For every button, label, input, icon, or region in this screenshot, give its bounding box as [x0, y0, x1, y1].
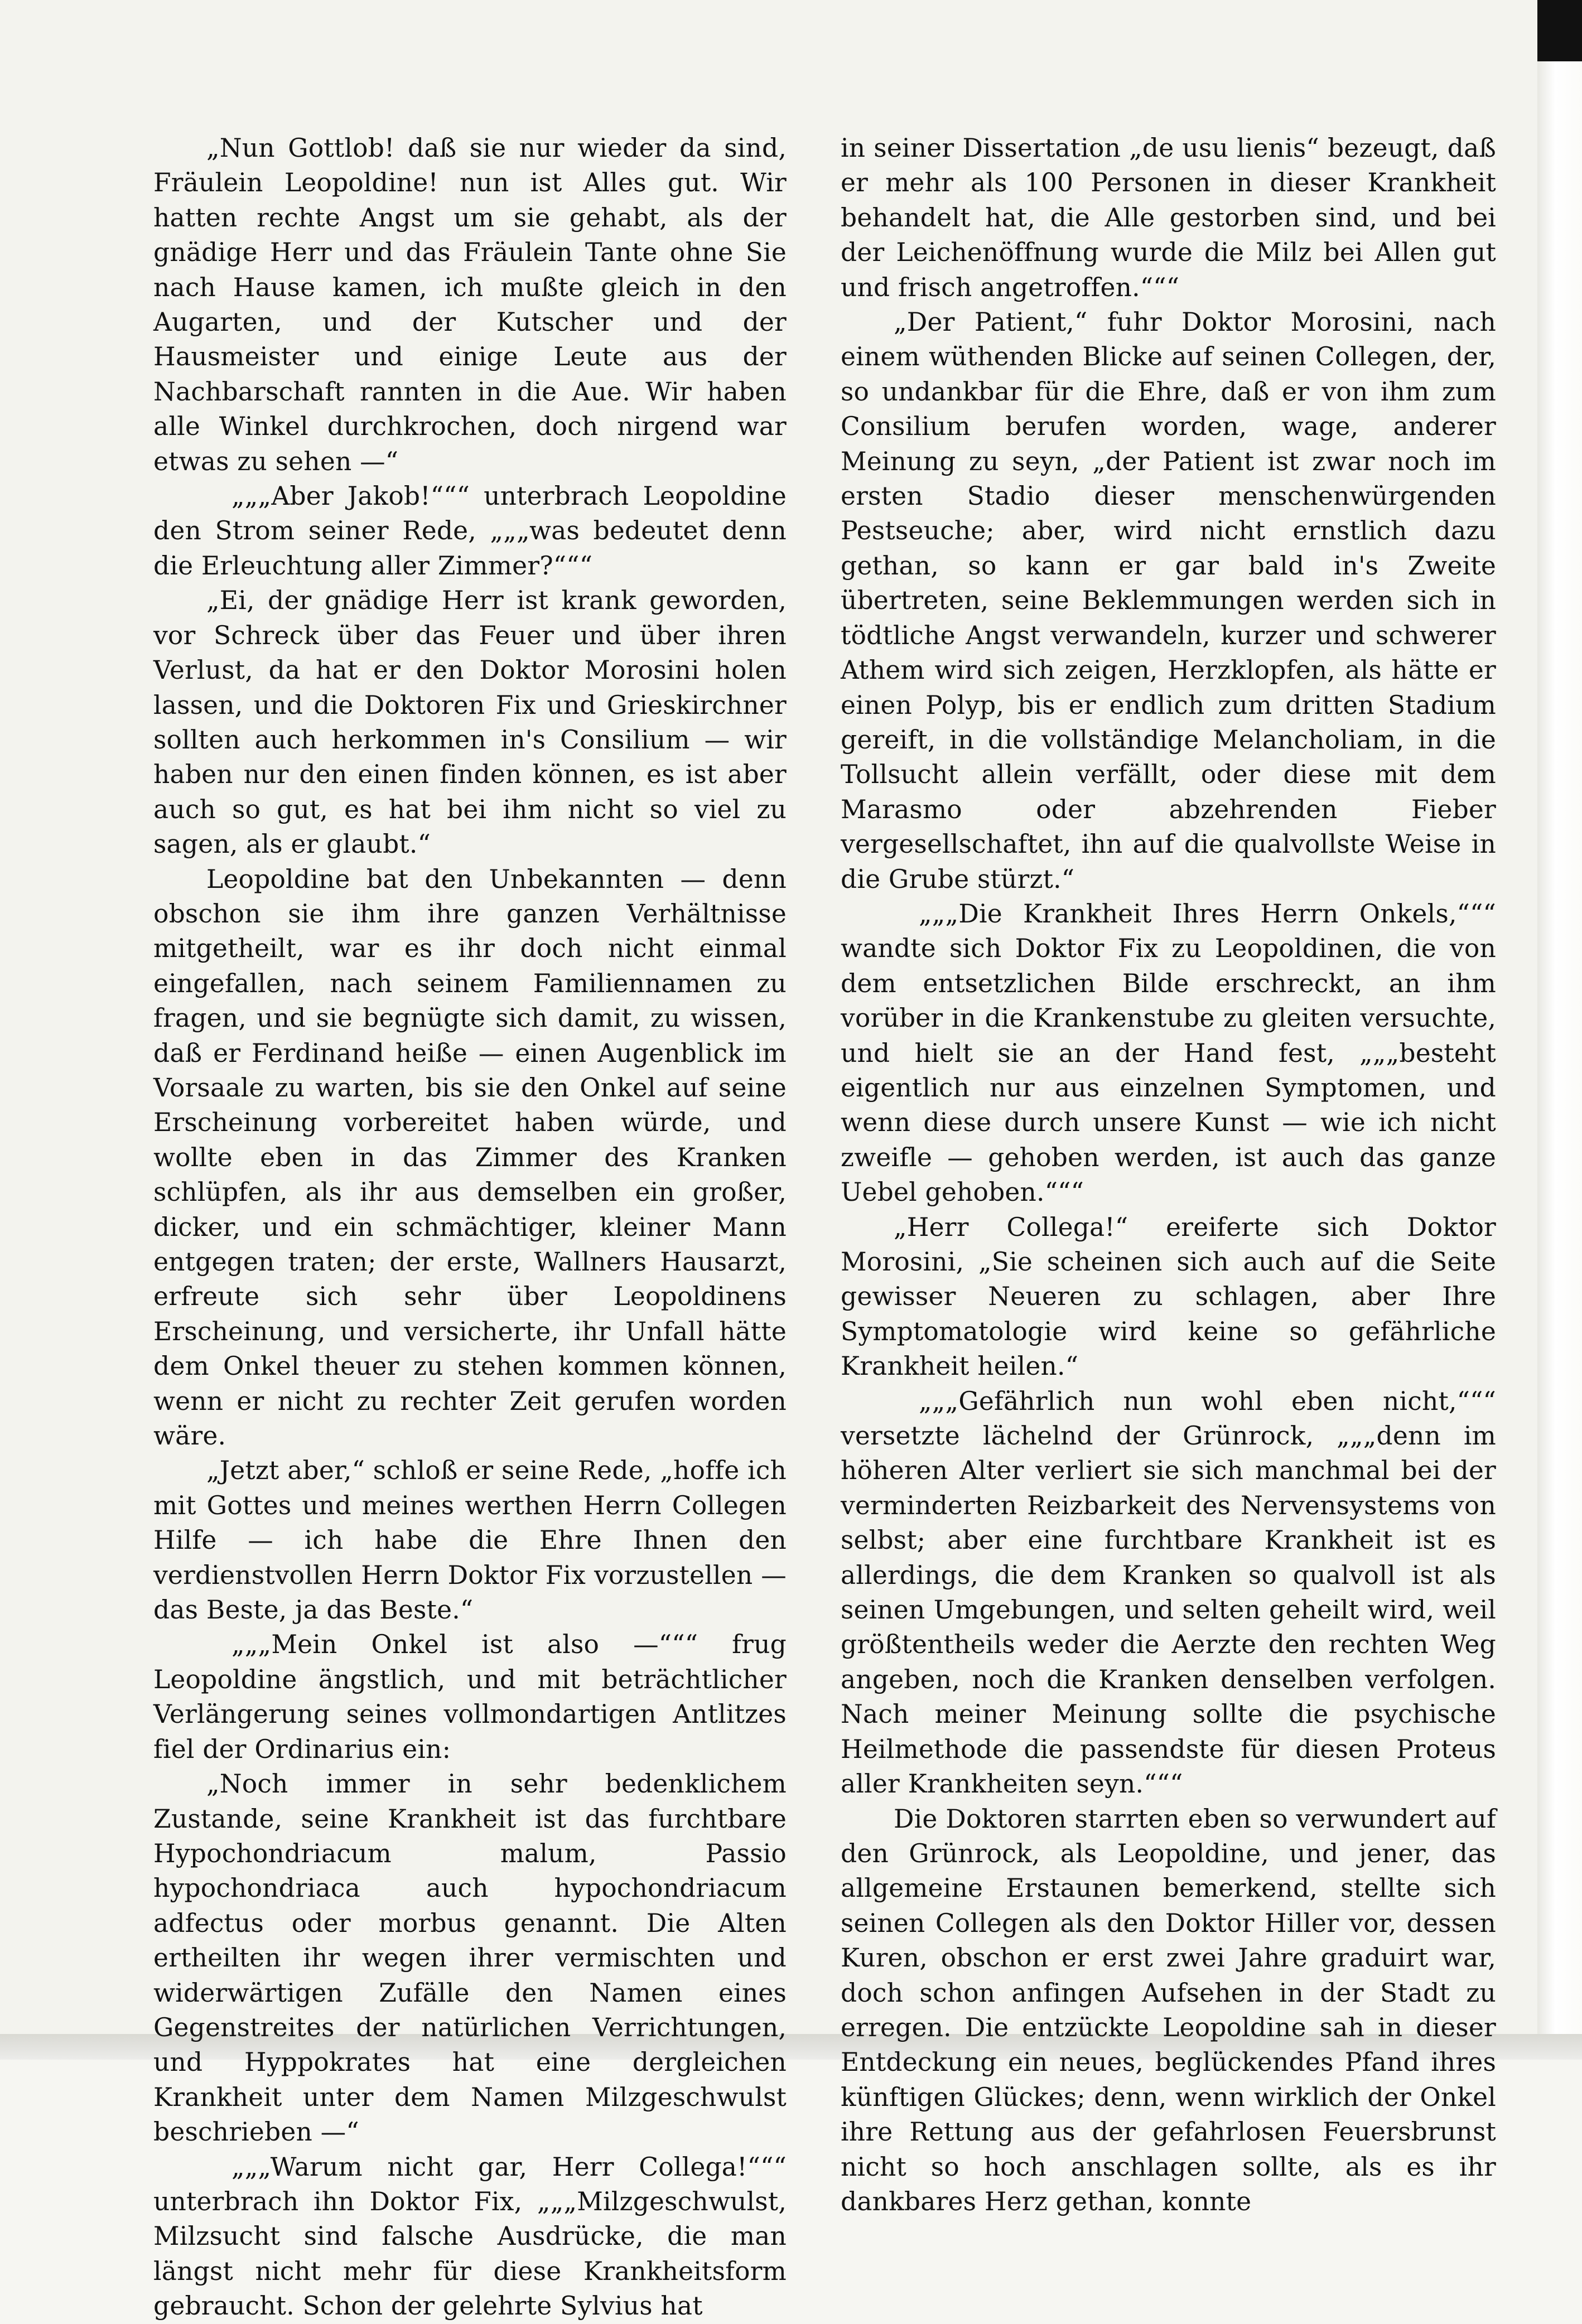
scan-corner-shadow: [1537, 0, 1582, 61]
paragraph: „Noch immer in sehr bedenklichem Zustande, seine Krankheit ist das furchtbare Hypochondriacum malum, Passio hypochondriaca auch hypochondriacum adfectus oder morbus genannt. Die Alten ertheilten ihr wegen ihrer vermischten und widerwärtigen Zufälle den Namen eines Gegenstreites der natürlichen Verrichtungen, und Hyppokrates hat eine dergleichen Krankheit unter dem Namen Milzgeschwulst beschrieben —“: [153, 1769, 787, 2147]
paragraph: „„„Warum nicht gar, Herr Collega!“““ unterbrach ihn Doktor Fix, „„„Milzgeschwulst, Milzsucht sind falsche Ausdrücke, die man längst nicht mehr für diese Krankheitsform gebraucht. Schon der gelehrte Sylvius hat: [153, 2152, 787, 2321]
paragraph: „Jetzt aber,“ schloß er seine Rede, „hoffe ich mit Gottes und meines werthen Herrn Collegen Hilfe — ich habe die Ehre Ihnen den verdienstvollen Herrn Doktor Fix vorzustellen — das Beste, ja das Beste.“: [153, 1456, 787, 1625]
paragraph: „„„Mein Onkel ist also —“““ frug Leopoldine ängstlich, und mit beträchtlicher Verlängerung seines vollmondartigen Antlitzes fiel der Ordinarius ein:: [153, 1630, 787, 1764]
paragraph: „„„Aber Jakob!“““ unterbrach Leopoldine den Strom seiner Rede, „„„was bedeutet denn die Erleuchtung aller Zimmer?“““: [153, 481, 787, 581]
paragraph: „Ei, der gnädige Herr ist krank geworden, vor Schreck über das Feuer und über ihren Verlust, da hat er den Doktor Morosini holen lassen, und die Doktoren Fix und Grieskirchner sollten auch herkommen in's Consilium — wir haben nur den einen finden können, es ist aber auch so gut, es hat bei ihm nicht so viel zu sagen, als er glaubt.“: [153, 586, 787, 859]
paragraph: Leopoldine bat den Unbekannten — denn obschon sie ihm ihre ganzen Verhältnisse mitgetheilt, war es ihr doch nicht einmal eingefallen, nach seinem Familiennamen zu fragen, und sie begnügte sich damit, zu wissen, daß er Ferdinand heiße — einen Augenblick im Vorsaale zu warten, bis sie den Onkel auf seine Erscheinung vorbereitet haben würde, und wollte eben in das Zimmer des Kranken schlüpfen, als ihr aus demselben ein großer, dicker, und ein schmächtiger, kleiner Mann entgegen traten; der erste, Wallners Hausarzt, erfreute sich sehr über Leopoldinens Erscheinung, und versicherte, ihr Unfall hätte dem Onkel theuer zu stehen kommen können, wenn er nicht zu rechter Zeit gerufen worden wäre.: [153, 864, 787, 1451]
page-edge-right: [1537, 0, 1582, 2060]
paragraph: „„„Die Krankheit Ihres Herrn Onkels,“““ wandte sich Doktor Fix zu Leopoldinen, die von dem entsetzlichen Bilde erschreckt, an ihm vorüber in die Krankenstube zu gleiten versuchte, und hielt sie an der Hand fest, „„„besteht eigentlich nur aus einzelnen Symptomen, und wenn diese durch unsere Kunst — wie ich nicht zweifle — gehoben werden, ist auch das ganze Uebel gehoben.“““: [841, 898, 1496, 1207]
paragraph: in seiner Dissertation „de usu lienis“ bezeugt, daß er mehr als 100 Personen in dieser Krankheit behandelt hat, die Alle gestorben sind, und bei der Leichenöffnung wurde die Milz bei Allen gut und frisch angetroffen.“““: [841, 133, 1496, 302]
paragraph: Die Doktoren starrten eben so verwundert auf den Grünrock, als Leopoldine, und jener, das allgemeine Erstaunen bemerkend, stellte sich seinen Collegen als den Doktor Hiller vor, dessen Kuren, obschon er erst zwei Jahre graduirt war, doch schon anfingen Aufsehen in der Stadt zu erregen. Die entzückte Leopoldine sah in dieser Entdeckung ein neues, beglückendes Pfand ihres künftigen Glückes; denn, wenn wirklich der Onkel ihre Rettung aus der gefahrlosen Feuersbrunst nicht so hoch anschlagen sollte, als es ihr dankbares Herz gethan, konnte: [841, 1804, 1496, 2216]
paragraph: „„„Gefährlich nun wohl eben nicht,“““ versetzte lächelnd der Grünrock, „„„denn im höheren Alter verliert sie sich manchmal bei der verminderten Reizbarkeit des Nervensystems von selbst; aber eine furchtbare Krankheit ist es allerdings, die dem Kranken so qualvoll ist als seinen Umgebungen, und selten geheilt wird, weil größtentheils weder die Aerzte den rechten Weg angeben, noch die Kranken denselben verfolgen. Nach meiner Meinung sollte die psychische Heilmethode die passendste für diesen Proteus aller Krankheiten seyn.“““: [841, 1386, 1496, 1799]
left-text-column: [153, 131, 787, 2324]
paragraph: „Nun Gottlob! daß sie nur wieder da sind, Fräulein Leopoldine! nun ist Alles gut. Wir hatten rechte Angst um sie gehabt, als der gnädige Herr und das Fräulein Tante ohne Sie nach Hause kamen, ich mußte gleich in den Augarten, und der Kutscher und der Hausmeister und einige Leute aus der Nachbarschaft rannten in die Aue. Wir haben alle Winkel durchkrochen, doch nirgend war etwas zu sehen —“: [153, 133, 787, 476]
paragraph: „Der Patient,“ fuhr Doktor Morosini, nach einem wüthenden Blicke auf seinen Collegen, der, so undankbar für die Ehre, daß er von ihm zum Consilium berufen worden, wage, anderer Meinung zu seyn, „der Patient ist zwar noch im ersten Stadio dieser menschenwürgenden Pestseuche; aber, wird nicht ernstlich dazu gethan, so kann er gar bald in's Zweite übertreten, seine Beklemmungen werden sich in tödtliche Angst verwandeln, kurzer und schwerer Athem wird sich zeigen, Herzklopfen, als hätte er einen Polyp, bis er endlich zum dritten Stadium gereift, in die vollständige Melancholiam, in die Tollsucht allein verfällt, oder diese mit dem Marasmo oder abzehrenden Fieber vergesellschaftet, ihn auf die qualvollste Weise in die Grube stürzt.“: [841, 307, 1496, 894]
right-text-column: [841, 131, 1496, 2219]
paragraph: „Herr Collega!“ ereiferte sich Doktor Morosini, „Sie scheinen sich auch auf die Seite gewisser Neueren zu schlagen, aber Ihre Symptomatologie wird keine so gefährliche Krankheit heilen.“: [841, 1212, 1496, 1381]
